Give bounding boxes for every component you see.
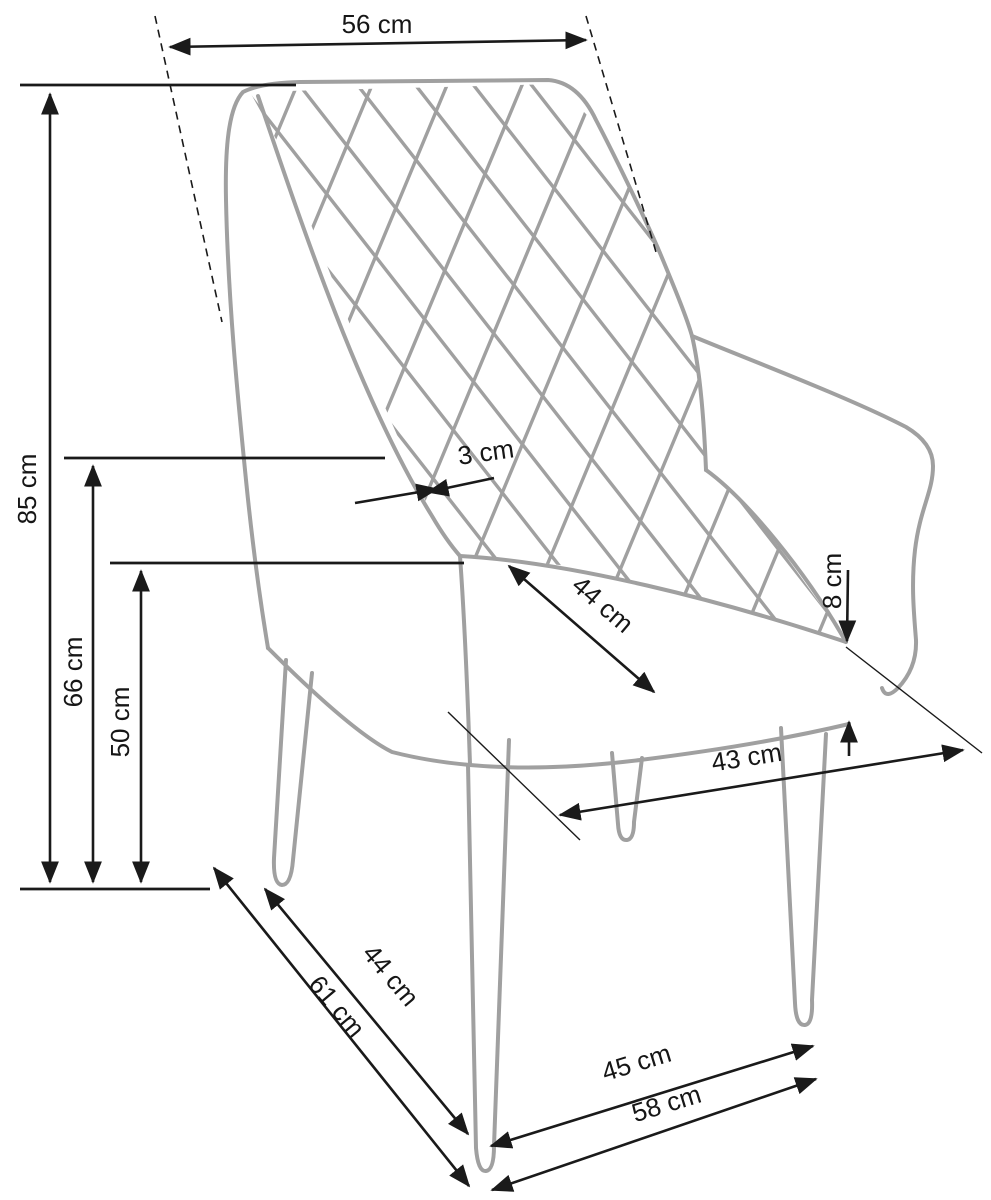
quilt-lattice-down-right-lines — [120, 78, 991, 692]
chair-leg-front-left — [468, 740, 509, 1171]
ext-line-56-left — [155, 16, 222, 322]
dim-label-44cm-floor: 44 cm — [356, 938, 426, 1012]
dim-label-50cm: 50 cm — [105, 686, 135, 758]
dim-label-3cm: 3 cm — [455, 433, 516, 471]
dim-label-61cm: 61 cm — [302, 969, 372, 1043]
dim-line-56 — [170, 40, 586, 47]
chair-quilt-lattice — [50, 78, 991, 692]
dim-label-45cm: 45 cm — [598, 1037, 675, 1088]
dim-line-44-floor — [265, 889, 468, 1134]
chair-leg-rear-left — [274, 660, 312, 885]
dim-label-8cm: 8 cm — [817, 552, 847, 610]
quilt-lattice-down-left-lines — [50, 78, 991, 678]
dim-label-85cm: 85 cm — [12, 453, 42, 525]
chair-right-arm — [692, 336, 933, 694]
dim-line-8-upper — [847, 570, 848, 641]
dim-label-44cm-seat: 44 cm — [566, 569, 640, 639]
armchair-line-drawing — [50, 78, 991, 1171]
chair-leg-rear-right — [612, 753, 642, 840]
chair-seat-back-seam — [460, 556, 846, 642]
dim-label-56cm: 56 cm — [341, 9, 413, 39]
dim-label-43cm: 43 cm — [709, 736, 784, 778]
dim-label-58cm: 58 cm — [628, 1078, 705, 1129]
dim-label-66cm: 66 cm — [58, 636, 88, 708]
